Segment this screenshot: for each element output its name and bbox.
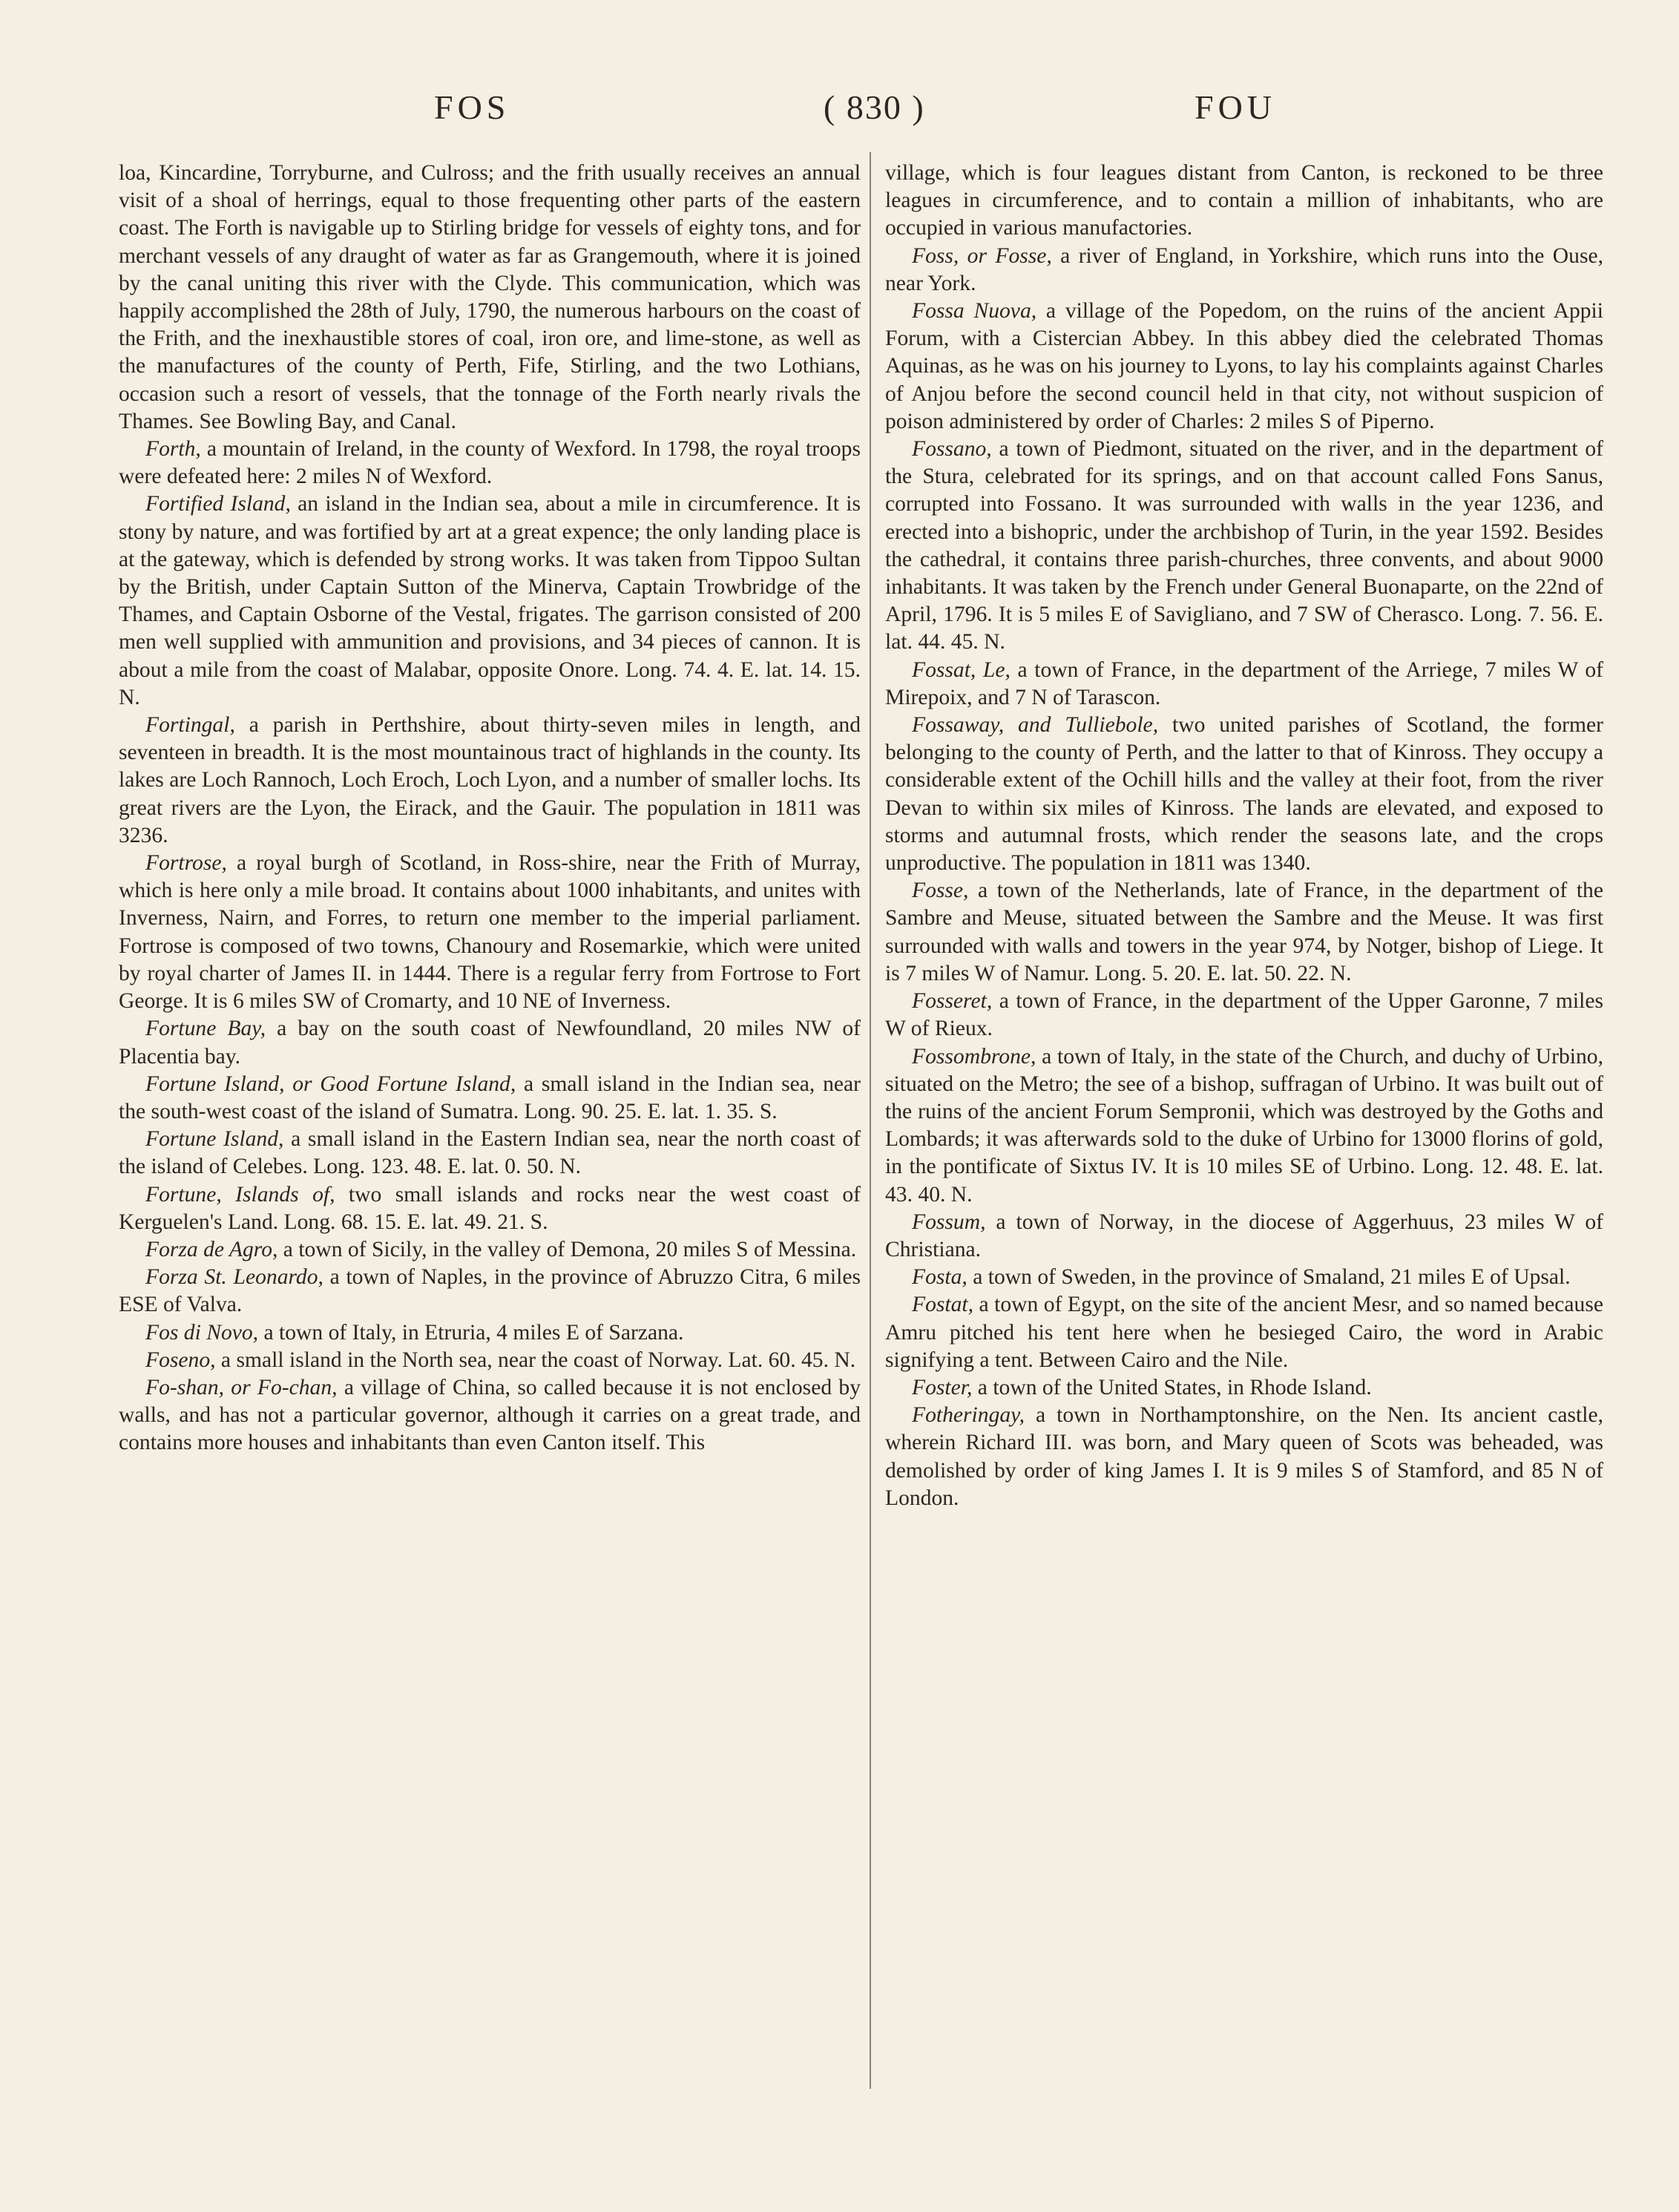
- entry-title: Fortrose,: [145, 851, 227, 876]
- entry-title: Fortune Bay,: [145, 1017, 266, 1041]
- entry-title: Fortune Island,: [145, 1127, 284, 1152]
- entry-title: Fos di Novo,: [145, 1320, 259, 1345]
- entry-text: a royal burgh of Scotland, in Ross-shire, near the Frith of Murray, which is here only a mile broad. It contains about 1000 inhabitants, and unites with Inverness, Nairn, and Forres, to return one member to the imperial parliament. Fortrose is composed of two towns, Chanoury and Rosemarkie, which were united by royal charter of James II. in 1444. There is a regular ferry from Fortrose to Fort George. It is 6 miles SW of Cromarty, and 10 NE of Inverness.: [119, 851, 861, 1014]
- entry-title: Foster,: [912, 1375, 973, 1399]
- right-column: [885, 160, 1603, 1512]
- gazetteer-entry: [885, 988, 1603, 1043]
- entry-text: a town of the Netherlands, late of France, in the department of the Sambre and Meuse, situated between the Sambre and the Meuse. It was first surrounded with walls and towers in the year 974, by Notger, bishop of Liege. It is 7 miles W of Namur. Long. 5. 20. E. lat. 50. 22. N.: [885, 879, 1603, 985]
- entry-title: Forza de Agro,: [145, 1237, 278, 1261]
- entry-text: a village of the Popedom, on the ruins of the ancient Appii Forum, with a Cistercian Abbey. In this abbey died the celebrated Thomas Aquinas, as he was on his journey to Lyons, to lay his complaints against Charles of Anjou before the second council held in that city, not without suspicion of poison administered by order of Charles: 2 miles S of Piperno.: [885, 299, 1603, 433]
- gazetteer-entry: [885, 1291, 1603, 1374]
- gazetteer-entry: [119, 436, 861, 490]
- gazetteer-entry: [885, 1402, 1603, 1512]
- entry-text: a town of Norway, in the diocese of Aggerhuus, 23 miles W of Christiana.: [885, 1210, 1603, 1261]
- entry-title: Fosseret,: [912, 989, 993, 1014]
- gazetteer-entry: [885, 243, 1603, 298]
- left-column: [119, 160, 861, 1457]
- entry-title: Fortune Island, or Good Fortune Island,: [145, 1071, 516, 1096]
- gazetteer-entry: [119, 1347, 861, 1374]
- entry-title: Fortified Island,: [145, 492, 291, 516]
- gazetteer-entry: [885, 712, 1603, 877]
- gazetteer-entry: [119, 1374, 861, 1457]
- entry-text: a town of Piedmont, situated on the river, and in the department of the Stura, celebrated for its springs, and on that account called Fons Sanus, corrupted into Fossano. It was surrounded with walls in the year 1236, and erected into a bishopric, under the archbishop of Turin, in the year 1592. Besides the cathedral, it contains three parish-churches, three convents, and about 9000 inhabitants. It was taken by the French under General Buonaparte, on the 22nd of April, 1796. It is 5 miles E of Savigliano, and 7 SW of Cherasco. Long. 7. 56. E. lat. 44. 45. N.: [885, 437, 1603, 654]
- entry-title: Forza St. Leonardo,: [145, 1265, 323, 1290]
- entry-title: Fossombrone,: [912, 1044, 1036, 1069]
- gazetteer-entry: [119, 1319, 861, 1347]
- gazetteer-entry: [119, 1236, 861, 1264]
- entry-title: Foss, or Fosse,: [912, 243, 1052, 268]
- gazetteer-entry: [119, 1015, 861, 1070]
- entry-text: a town of France, in the department of the Arriege, 7 miles W of Mirepoix, and 7 N of Tarascon.: [885, 657, 1604, 709]
- gazetteer-entry: [885, 657, 1603, 712]
- entry-text: a town in Northamptonshire, on the Nen. Its ancient castle, wherein Richard III. was born, and Mary queen of Scots was beheaded, was demolished by order of king James I. It is 9 miles S of Stamford, and 85 N of London.: [885, 1403, 1603, 1510]
- entry-title: Fossat, Le,: [912, 657, 1011, 682]
- entry-title: Fo-shan, or Fo-chan,: [145, 1375, 338, 1399]
- entry-title: Fortingal,: [145, 713, 235, 738]
- gazetteer-entry: [119, 490, 861, 712]
- entry-text: a river of England, in Yorkshire, which runs into the Ouse, near York.: [885, 243, 1603, 295]
- gazetteer-entry: [119, 712, 861, 850]
- entry-text: two small islands and rocks near the west coast of Kerguelen's Land. Long. 68. 15. E. lat. 49. 21. S.: [119, 1182, 861, 1234]
- entry-title: Forth,: [145, 437, 201, 462]
- gazetteer-entry: [119, 850, 861, 1015]
- entry-title: Fortune, Islands of,: [145, 1182, 335, 1207]
- entry-text: a mountain of Ireland, in the county of Wexford. In 1798, the royal troops were defeated here: 2 miles N of Wexford.: [119, 437, 861, 489]
- page-number: ( 830 ): [824, 88, 925, 126]
- gazetteer-entry: [885, 1264, 1603, 1291]
- gazetteer-entry: [885, 1374, 1603, 1402]
- entry-text: an island in the Indian sea, about a mile in circumference. It is stony by nature, and was fortified by art at a great expence; the only landing place is at the gateway, which is defended by strong works. It was taken from Tippoo Sultan by the British, under Captain Sutton of the Minerva, Captain Trowbridge of the Thames, and Captain Osborne of the Vestal, frigates. The garrison consisted of 200 men well supplied with ammunition and provisions, and 34 pieces of cannon. It is about a mile from the coast of Malabar, opposite Onore. Long. 74. 4. E. lat. 14. 15. N.: [119, 492, 861, 709]
- entry-title: Foseno,: [145, 1348, 216, 1372]
- entry-text: village, which is four leagues distant from Canton, is reckoned to be three leagues in circumference, and to contain a million of inhabitants, who are occupied in various manufactories.: [885, 161, 1603, 240]
- header-left-guideword: FOS: [434, 88, 510, 126]
- gazetteer-entry: [885, 298, 1603, 436]
- entry-text: a town of the United States, in Rhode Island.: [972, 1375, 1372, 1399]
- entry-title: Fosse,: [912, 879, 969, 903]
- entry-text: a town of Naples, in the province of Abruzzo Citra, 6 miles ESE of Valva.: [119, 1265, 861, 1317]
- gazetteer-entry: [885, 1043, 1603, 1209]
- gazetteer-entry: [119, 160, 861, 436]
- entry-text: a small island in the North sea, near the coast of Norway. Lat. 60. 45. N.: [215, 1348, 856, 1372]
- entry-text: a bay on the south coast of Newfoundland, 20 miles NW of Placentia bay.: [119, 1017, 861, 1069]
- entry-text: a village of China, so called because it is not enclosed by walls, and has not a particular governor, although it carries on a great trade, and contains more houses and inhabitants than even Canton itself. This: [119, 1375, 861, 1455]
- entry-text: a town of Egypt, on the site of the ancient Mesr, and so named because Amru pitched his tent here when he besieged Cairo, the word in Arabic signifying a tent. Between Cairo and the Nile.: [885, 1293, 1603, 1372]
- entry-title: Fossano,: [912, 437, 992, 462]
- column-divider: [870, 152, 871, 2089]
- entry-title: Fossa Nuova,: [912, 299, 1037, 324]
- entry-title: Fosta,: [912, 1265, 967, 1290]
- entry-title: Fossaway, and Tulliebole,: [912, 713, 1159, 738]
- entry-text: a town of Italy, in Etruria, 4 miles E of Sarzana.: [258, 1320, 684, 1345]
- gazetteer-entry: [119, 1126, 861, 1181]
- page-header: [0, 88, 1679, 132]
- entry-text: a town of France, in the department of the Upper Garonne, 7 miles W of Rieux.: [885, 989, 1603, 1041]
- gazetteer-entry: [119, 1181, 861, 1236]
- entry-text: a small island in the Eastern Indian sea, near the north coast of the island of Celebes. Long. 123. 48. E. lat. 0. 50. N.: [119, 1127, 861, 1179]
- gazetteer-entry: [885, 877, 1603, 988]
- gazetteer-entry: [885, 160, 1603, 243]
- gazetteer-entry: [119, 1264, 861, 1319]
- gazetteer-entry: [119, 1071, 861, 1126]
- entry-title: Fostat,: [912, 1293, 974, 1317]
- entry-text: two united parishes of Scotland, the former belonging to the county of Perth, and the latter to that of Kinross. They occupy a considerable extent of the Ochill hills and the valley at their foot, from the river Devan to within six miles of Kinross. The lands are elevated, and exposed to storms and autumnal frosts, which render the seasons late, and the crops unproductive. The population in 1811 was 1340.: [885, 713, 1603, 876]
- gazetteer-entry: [885, 1209, 1603, 1264]
- entry-text: loa, Kincardine, Torryburne, and Culross; and the frith usually receives an annual visit of a shoal of herrings, equal to those frequenting other parts of the eastern coast. The Forth is navigable up to Stirling bridge for vessels of eighty tons, and for merchant vessels of any draught of water as far as Grangemouth, where it is joined by the canal uniting this river with the Clyde. This communication, which was happily accomplished the 28th of July, 1790, the numerous harbours on the coast of the Frith, and the inexhaustible stores of coal, iron ore, and lime-stone, as well as the manufactures of the county of Perth, Fife, Stirling, and the two Lothians, occasion such a resort of vessels, that the tonnage of the Forth nearly rivals the Thames. See Bowling Bay, and Canal.: [119, 161, 861, 433]
- entry-title: Fossum,: [912, 1210, 986, 1234]
- entry-text: a parish in Perthshire, about thirty-seven miles in length, and seventeen in breadth. It is the most mountainous tract of highlands in the county. Its lakes are Loch Rannoch, Loch Eroch, Loch Lyon, and a number of smaller lochs. Its great rivers are the Lyon, the Eirack, and the Gauir. The population in 1811 was 3236.: [119, 713, 861, 847]
- gazetteer-entry: [885, 436, 1603, 657]
- entry-title: Fotheringay,: [912, 1403, 1025, 1428]
- entry-text: a town of Sweden, in the province of Smaland, 21 miles E of Upsal.: [967, 1265, 1571, 1290]
- entry-text: a town of Italy, in the state of the Church, and duchy of Urbino, situated on the Metro; the see of a bishop, suffragan of Urbino. It was built out of the ruins of the ancient Forum Sempronii, which was destroyed by the Goths and Lombards; it was afterwards sold to the duke of Urbino for 13000 florins of gold, in the pontificate of Sixtus IV. It is 10 miles SE of Urbino. Long. 12. 48. E. lat. 43. 40. N.: [885, 1044, 1603, 1207]
- entry-text: a town of Sicily, in the valley of Demona, 20 miles S of Messina.: [277, 1237, 857, 1261]
- entry-text: a small island in the Indian sea, near the south-west coast of the island of Sumatra. Long. 90. 25. E. lat. 1. 35. S.: [119, 1071, 861, 1123]
- header-right-guideword: FOU: [1195, 88, 1277, 126]
